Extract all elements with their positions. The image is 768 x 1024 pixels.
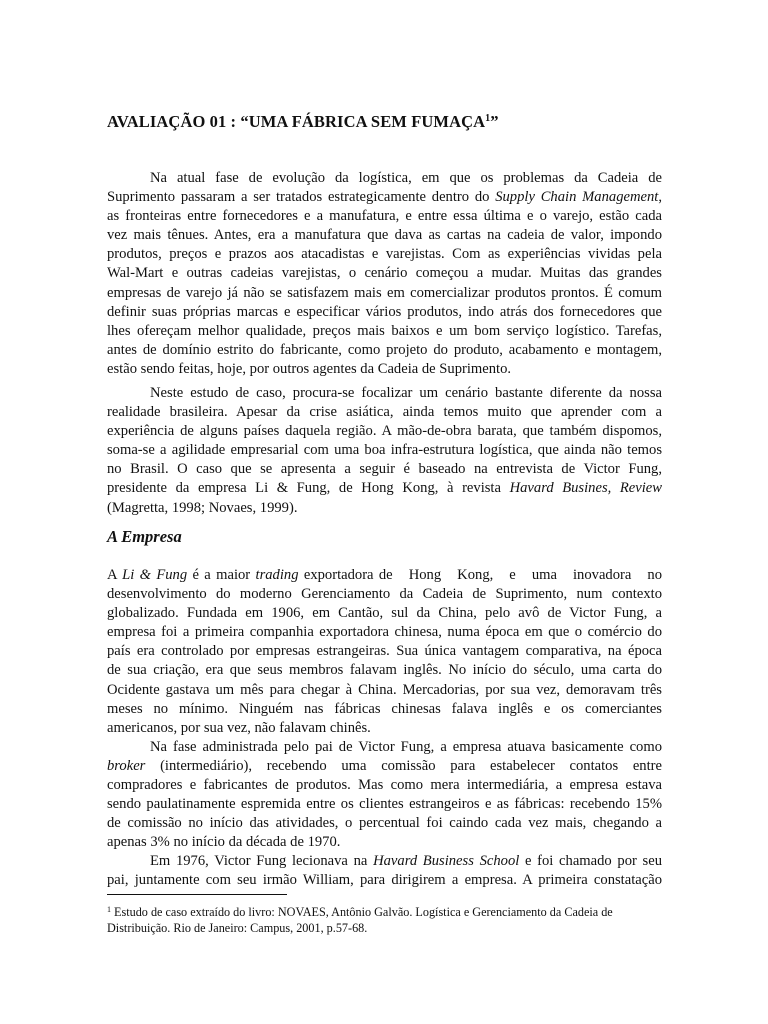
text-line: empresas de varejo já não se satisfazem mais em comercializar produtos prontos. É comum: [107, 284, 662, 301]
footnote-divider: [107, 894, 287, 895]
title-text: AVALIAÇÃO 01 : “UMA FÁBRICA SEM FUMAÇA: [107, 112, 486, 131]
section-heading: A Empresa: [107, 527, 182, 546]
text-line: vez mais tênues. Antes, era a manufatura que dava as cartas na cadeia de valor, impondo: [107, 227, 662, 244]
text-line: de sua criação, era que seus membros falavam inglês. No início do século, uma carta do: [107, 662, 662, 679]
text-line: americanos, por sua vez, não falavam chinês.: [107, 719, 371, 736]
text-line: soma-se a agilidade empresarial com uma boa infra-estrutura logística, que ainda não temos: [107, 442, 662, 459]
text-line: exportadora de Hong Kong, e uma inovadora no: [298, 567, 662, 583]
text-line: antes de domínio estrito do fabricante, como projeto do produto, acabamento e montagem,: [107, 341, 662, 358]
text-line: Wal-Mart e outras cadeias varejistas, o cenário começou a mudar. Muitas das grandes: [107, 265, 662, 282]
text-line: globalizado. Fundada em 1906, em Cantão, sul da China, pelo avô de Victor Fung, a: [107, 605, 662, 622]
text-line: sendo paulatinamente espremida entre os clientes estrangeiros e as fábricas: recebendo 15%: [107, 796, 662, 813]
emphasis-term: Havard Busines, Review: [509, 480, 662, 497]
text-line: no Brasil. O caso que se apresenta a seguir é baseado na entrevista de Victor Fung,: [107, 461, 662, 478]
text-line: desenvolvimento do moderno Gerenciamento da Cadeia de Suprimento, num contexto: [107, 586, 662, 603]
footnote-marker: 1: [107, 905, 111, 914]
text-line: experiência de alguns países daquela região. A mão-de-obra barata, que também dispomos,: [107, 423, 662, 440]
text-line: A: [107, 567, 123, 583]
text-line: país era controlado por empresas estrangeiras. Sua única vantagem comparativa, na época: [107, 643, 662, 660]
text-line: lhes ofereçam melhor qualidade, preços mais baixos e um bom serviço logístico. Tarefas,: [107, 322, 662, 339]
text-line: Em 1976, Victor Fung lecionava na: [150, 853, 374, 869]
text-line: Na fase administrada pelo pai de Victor Fung, a empresa atuava basicamente como: [150, 739, 662, 755]
text-line: Ocidente gastava um mês para chegar à China. Mercadorias, por sua vez, demoravam três: [107, 681, 662, 698]
text-line: é a maior: [187, 567, 256, 583]
emphasis-term: Havard Business School: [373, 853, 520, 869]
text-line: pai, juntamente com seu irmão William, para dirigirem a empresa. A primeira constatação: [107, 872, 662, 889]
text-line: (Magretta, 1998; Novaes, 1999).: [107, 499, 298, 516]
text-line: as fronteiras entre fornecedores e a manufatura, e entre essa última e o varejo, estão cada: [107, 208, 662, 225]
paragraph-case-study: [107, 384, 662, 518]
text-line: apenas 3% no início da década de 1970.: [107, 834, 341, 851]
footnote-text: Distribuição. Rio de Janeiro: Campus, 2001, p.57-68.: [107, 920, 368, 935]
paragraph-1976: [107, 852, 662, 890]
footnote-text: Estudo de caso extraído do livro: NOVAES, Antônio Galvão. Logística e Gerenciamento da Cadeia de: [111, 905, 613, 919]
footnote-reference[interactable]: 1: [485, 113, 491, 124]
paragraph-company: [107, 566, 662, 738]
paragraph-broker: [107, 738, 662, 853]
text-line: presidente da empresa Li & Fung, de Hong Kong, à revista: [107, 480, 510, 497]
text-line: produtos, preços e prazos aos atacadistas e varejistas. Com as experiências vividas pela: [107, 246, 662, 263]
text-line: compradores e fabricantes de produtos. Mas como mera intermediária, a empresa estava: [107, 777, 662, 794]
emphasis-term: trading: [255, 567, 299, 583]
text-line: e foi chamado por seu: [519, 853, 663, 869]
text-line: de comissão no início das atividades, o percentual foi caindo cada vez mais, chegando a: [107, 815, 662, 832]
text-line: definir suas próprias marcas e especificar vários produtos, indo atrás dos fornecedores que: [107, 303, 662, 320]
text-line: (intermediário), recebendo uma comissão para estabelecer contatos entre: [145, 758, 662, 775]
text-line: ,: [658, 189, 662, 206]
document-title: [107, 112, 667, 132]
text-line: realidade brasileira. Apesar da crise asiática, ainda temos muito que aprender com a: [107, 404, 662, 421]
footnote: [107, 902, 667, 936]
paragraph-intro: [107, 169, 662, 379]
text-line: Suprimento passaram a ser tratados estrategicamente dentro do: [107, 189, 496, 206]
company-name: Li & Fung: [122, 567, 188, 583]
title-close-quote: ”: [490, 112, 499, 131]
text-line: Neste estudo de caso, procura-se focalizar um cenário bastante diferente da nossa: [150, 385, 662, 401]
text-line: meses no mínimo. Ninguém nas fábricas chinesas falava inglês e os comerciantes: [107, 700, 662, 717]
text-line: Na atual fase de evolução da logística, em que os problemas da Cadeia de: [150, 170, 662, 186]
emphasis-term: broker: [107, 758, 146, 775]
text-line: estão sendo feitas, hoje, por outros agentes da Cadeia de Suprimento.: [107, 360, 512, 377]
emphasis-term: Supply Chain Management: [495, 189, 659, 206]
text-line: empresa foi a primeira companhia exportadora chinesa, numa época em que o comércio do: [107, 624, 662, 641]
